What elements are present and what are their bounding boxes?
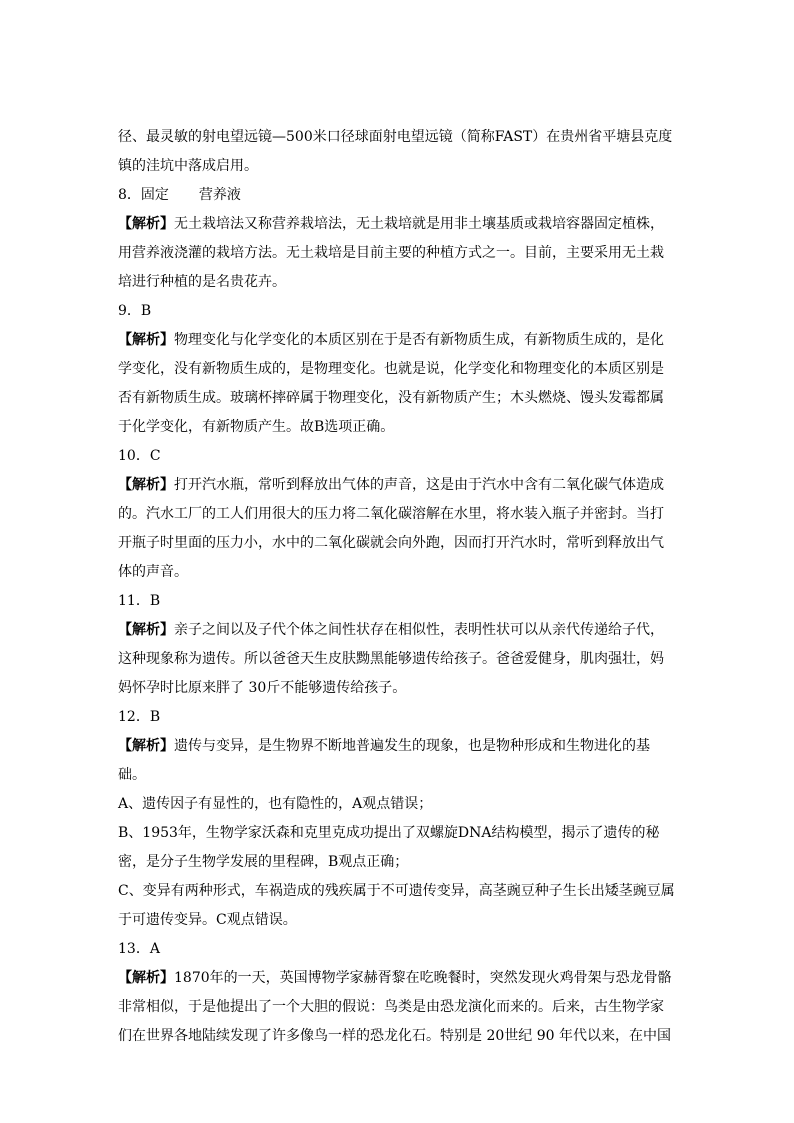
analysis-tag: 【解析】: [118, 622, 174, 638]
q9-analysis-line-1: 【解析】物理变化与化学变化的本质区别在于是否有新物质生成，有新物质生成的，是化: [118, 332, 664, 348]
q10-analysis-line-4: 体的声音。: [118, 564, 188, 580]
q10-analysis-line-2: 的。汽水工厂的工人们用很大的压力将二氧化碳溶解在水里，将水装入瓶子并密封。当打: [118, 506, 664, 522]
q8-analysis-line-1: 【解析】无土栽培法又称营养栽培法，无土栽培就是用非土壤基质或栽培容器固定植株，: [118, 216, 664, 232]
q11-analysis-line-2: 这种现象称为遗传。所以爸爸天生皮肤黝黑能够遗传给孩子。爸爸爱健身，肌肉强壮，妈: [118, 651, 664, 667]
q12-option-b-line-1: B、1953年，生物学家沃森和克里克成功提出了双螺旋DNA结构模型，揭示了遗传的秘: [118, 825, 660, 841]
q13-header: 13．A: [118, 941, 160, 957]
q12-option-b-line-2: 密，是分子生物学发展的里程碑，B观点正确；: [118, 854, 409, 870]
q9-analysis-line-2: 学变化，没有新物质生成的，是物理变化。也就是说，化学变化和物理变化的本质区别是: [118, 361, 664, 377]
q12-header: 12．B: [118, 709, 161, 725]
q12-analysis-line-1: 【解析】遗传与变异，是生物界不断地普遍发生的现象，也是物种形成和生物进化的基: [118, 738, 650, 754]
q12-option-c-line-1: C、变异有两种形式，车祸造成的残疾属于不可遗传变异，高茎豌豆种子生长出矮茎豌豆属: [118, 883, 675, 899]
q8-answer-2: 营养液: [198, 187, 241, 203]
q11-analysis-line-1: 【解析】亲子之间以及子代个体之间性状存在相似性，表明性状可以从亲代传递给子代，: [118, 622, 664, 638]
q9-analysis-line-3: 否有新物质生成。玻璃杯摔碎属于物理变化，没有新物质产生；木头燃烧、馒头发霉都属: [118, 390, 664, 406]
q9-header: 9．B: [118, 303, 152, 319]
q10-header: 10．C: [118, 448, 161, 464]
q8-answer-line: [118, 186, 241, 204]
analysis-tag: 【解析】: [118, 738, 174, 754]
q12-option-c-line-2: 于可遗传变异。C观点错误。: [118, 912, 297, 928]
q7-line-1: 径、最灵敏的射电望远镜—500米口径球面射电望远镜（简称FAST）在贵州省平塘县克度: [118, 129, 673, 145]
q8-number: 8．固定: [118, 187, 169, 203]
q8-analysis-line-2: 用营养液浇灌的栽培方法。无土栽培是目前主要的种植方式之一。目前，主要采用无土栽: [118, 245, 664, 261]
q10-analysis-line-1: 【解析】打开汽水瓶，常听到释放出气体的声音，这是由于汽水中含有二氧化碳气体造成: [118, 477, 664, 493]
analysis-tag: 【解析】: [118, 216, 174, 232]
q8-analysis-line-3: 培进行种植的是名贵花卉。: [118, 274, 286, 290]
q11-analysis-line-3: 妈怀孕时比原来胖了 30斤不能够遗传给孩子。: [118, 680, 407, 696]
q13-analysis-line-2: 非常相似，于是他提出了一个大胆的假说：鸟类是由恐龙演化而来的。后来，古生物学家: [118, 999, 664, 1015]
analysis-tag: 【解析】: [118, 970, 174, 986]
q12-option-a: A、遗传因子有显性的，也有隐性的，A观点错误；: [118, 796, 433, 812]
q13-analysis-line-1: 【解析】1870年的一天，英国博物学家赫胥黎在吃晚餐时，突然发现火鸡骨架与恐龙骨骼: [118, 970, 672, 986]
q7-line-2: 镇的洼坑中落成启用。: [118, 158, 258, 174]
analysis-tag: 【解析】: [118, 332, 174, 348]
analysis-tag: 【解析】: [118, 477, 174, 493]
q9-analysis-line-4: 于化学变化，有新物质产生。故B选项正确。: [118, 419, 395, 435]
q12-analysis-line-2: 础。: [118, 767, 146, 783]
q10-analysis-line-3: 开瓶子时里面的压力小，水中的二氧化碳就会向外跑，因而打开汽水时，常听到释放出气: [118, 535, 664, 551]
q13-analysis-line-3: 们在世界各地陆续发现了许多像鸟一样的恐龙化石。特别是 20世纪 90 年代以来，在中国: [118, 1028, 671, 1044]
q11-header: 11．B: [118, 593, 161, 609]
